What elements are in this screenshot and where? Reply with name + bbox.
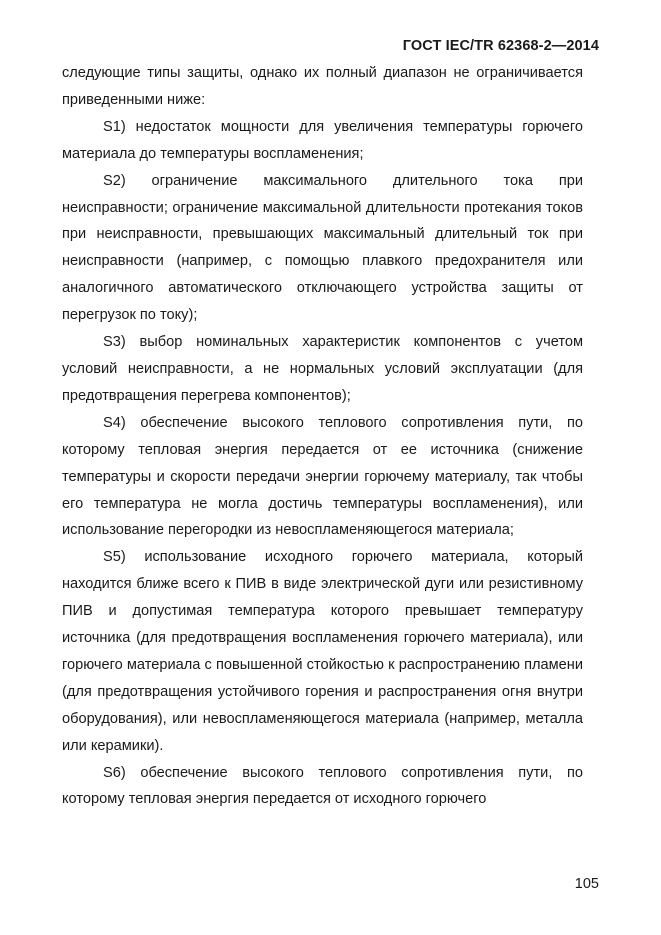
paragraph-s6: S6) обеспечение высокого теплового сопротивления пути, по которому тепловая энергия передается от исходного горючего [62, 764, 583, 808]
paragraph-s2: S2) ограничение максимального длительного тока при неисправности; ограничение максимальной длительности протекания токов при неисправности, превышающих максимальный длительный ток при неисправности (например, с помощью плавкого предохранителя или аналогичного автоматического отключающего устройства защиты от перегрузок по току); [62, 172, 583, 324]
paragraph-continuation: следующие типы защиты, однако их полный диапазон не ограничивается приведенными ниже: [62, 65, 583, 108]
paragraph-s1: S1) недостаток мощности для увеличения температуры горючего материала до температуры воспламенения; [62, 118, 583, 162]
paragraph-s5: S5) использование исходного горючего материала, который находится ближе всего к ПИВ в виде электрической дуги или резистивному ПИВ и допустимая температура которого превышает температуру источника (для предотвращения воспламенения горючего материала), или горючего материала с повышенной стойкостью к распространению пламени (для предотвращения устойчивого горения и распространения огня внутри оборудования), или невоспламеняющегося материала (например, металла или керамики). [62, 549, 583, 754]
paragraph-s3: S3) выбор номинальных характеристик компонентов с учетом условий неисправности, а не нормальных условий эксплуатации (для предотвращения перегрева компонентов); [62, 334, 583, 404]
document-body [62, 60, 583, 813]
paragraph-s4: S4) обеспечение высокого теплового сопротивления пути, по которому тепловая энергия передается от ее источника (снижение температуры и скорости передачи энергии горючему материалу, так чтобы его температура не могла достичь температуры воспламенения), или использование перегородки из невоспламеняющегося материала; [62, 414, 583, 539]
document-header: ГОСТ IEC/TR 62368-2—2014 [402, 38, 599, 54]
page-number: 105 [574, 876, 599, 892]
